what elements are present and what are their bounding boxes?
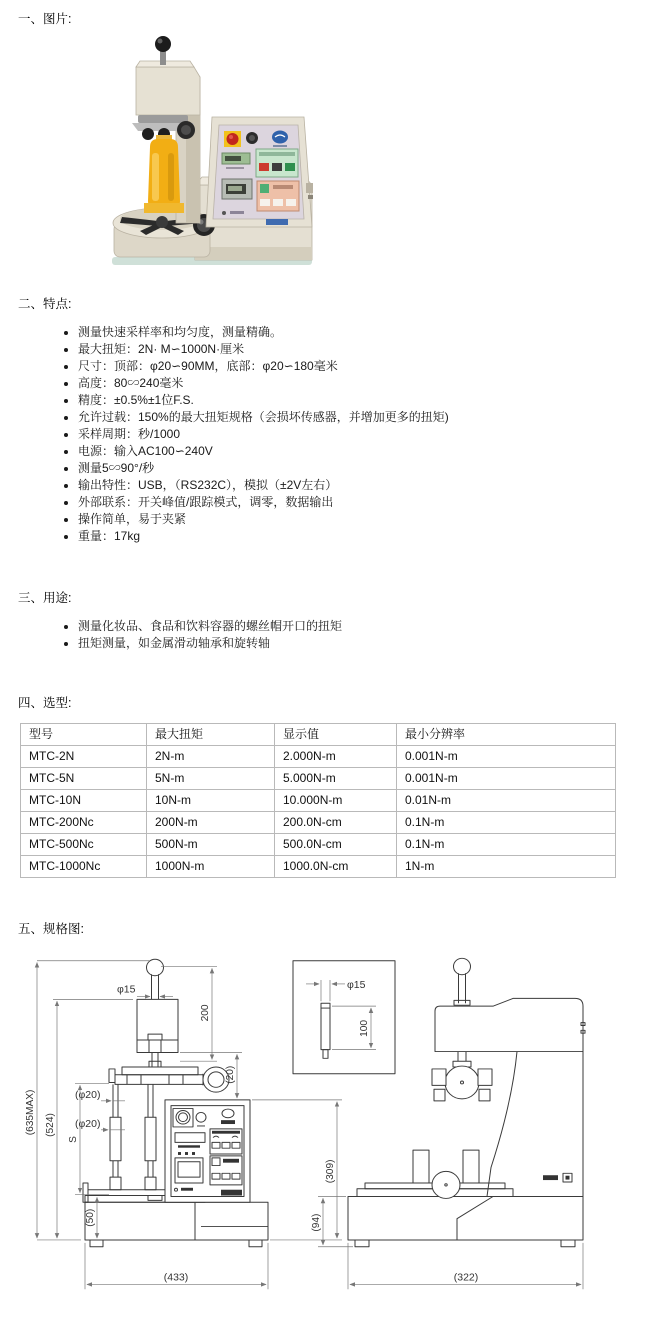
table-cell: 200N-m: [147, 812, 275, 834]
model-table: [20, 723, 616, 878]
spec-drawing: [25, 953, 657, 1328]
col-header-display-value: 显示值: [275, 724, 397, 746]
use-item: • 扭矩测量，如金属滑动轴承和旋转轴: [78, 635, 657, 652]
dim-label-635max: (635MAX): [25, 1089, 37, 1136]
features-list: [18, 324, 657, 545]
table-header-row: [21, 724, 616, 746]
dim-label-inset-100: 100: [358, 1019, 371, 1037]
section-title-images: 一、图片:: [18, 12, 72, 26]
table-cell: 1000N-m: [147, 856, 275, 878]
table-cell: MTC-2N: [21, 746, 147, 768]
table-cell: 0.1N-m: [397, 812, 616, 834]
feature-item: • 采样周期：秒/1000: [78, 426, 657, 443]
table-cell: MTC-1000Nc: [21, 856, 147, 878]
table-cell: 0.001N-m: [397, 768, 616, 790]
dim-label-524: (524): [44, 1113, 57, 1137]
table-cell: 5N-m: [147, 768, 275, 790]
table-cell: 500.0N-cm: [275, 834, 397, 856]
feature-item: • 测量快速采样率和均匀度，测量精确。: [78, 324, 657, 341]
table-cell: 5.000N-m: [275, 768, 397, 790]
feature-item: • 重量：17kg: [78, 528, 657, 545]
dim-label-200: 200: [199, 1004, 212, 1022]
dim-label-20: (20): [224, 1065, 237, 1084]
front-view: [25, 959, 342, 1289]
table-cell: 1000.0N-cm: [275, 856, 397, 878]
table-cell: 200.0N-cm: [275, 812, 397, 834]
section-title-models: 四、选型:: [18, 696, 72, 710]
side-view-dimensions: [311, 1196, 583, 1289]
section-title-features: 二、特点:: [18, 297, 72, 311]
table-cell: 0.001N-m: [397, 746, 616, 768]
table-cell: 1N-m: [397, 856, 616, 878]
use-item: • 测量化妆品、食品和饮料容器的螺丝帽开口的扭矩: [78, 618, 657, 635]
table-row: [21, 746, 616, 768]
table-cell: MTC-5N: [21, 768, 147, 790]
dim-label-309: (309): [324, 1159, 337, 1184]
feature-item: • 操作简单，易于夹紧: [78, 511, 657, 528]
dim-label-94: (94): [310, 1213, 323, 1232]
detail-inset: [293, 961, 395, 1074]
feature-item: • 尺寸：顶部：φ20∽90MM，底部：φ20∽180毫米: [78, 358, 657, 375]
section-title-uses: 三、用途:: [18, 591, 72, 605]
dim-label-s: S: [67, 1136, 80, 1143]
feature-item: • 高度：80∽240毫米: [78, 375, 657, 392]
dim-label-50: (50): [84, 1208, 97, 1227]
dim-label-phi20-bot: (φ20): [75, 1119, 101, 1130]
table-row: [21, 812, 616, 834]
section-title-drawing: 五、规格图:: [18, 922, 84, 936]
table-cell: 10.000N-m: [275, 790, 397, 812]
dim-label-front-phi15: φ15: [117, 984, 136, 996]
feature-item: • 精度：±0.5%±1位F.S.: [78, 392, 657, 409]
table-row: [21, 856, 616, 878]
table-cell: 0.1N-m: [397, 834, 616, 856]
spec-drawing-illustration: [25, 953, 645, 1325]
dim-label-phi20-top: (φ20): [75, 1090, 101, 1101]
front-view-control-panel: [165, 1100, 250, 1202]
table-row: [21, 834, 616, 856]
feature-item: • 输出特性：USB，（RS232C），模拟（±2V左右）: [78, 477, 657, 494]
feature-item: • 允许过载：150%的最大扭矩规格（会损坏传感器，并增加更多的扭矩): [78, 409, 657, 426]
feature-item: • 测量5∽90°/秒: [78, 460, 657, 477]
table-cell: MTC-200Nc: [21, 812, 147, 834]
table-row: [21, 768, 616, 790]
table-cell: 2.000N-m: [275, 746, 397, 768]
photo-control-panel: [206, 117, 313, 227]
table-cell: 2N-m: [147, 746, 275, 768]
feature-item: • 最大扭矩：2N· M∽1000N·厘米: [78, 341, 657, 358]
table-row: [21, 790, 616, 812]
table-cell: 10N-m: [147, 790, 275, 812]
dim-label-inset-phi15: φ15: [347, 979, 366, 991]
product-photo-illustration: [100, 35, 322, 270]
col-header-max-torque: 最大扭矩: [147, 724, 275, 746]
col-header-min-resolution: 最小分辨率: [397, 724, 616, 746]
feature-item: • 电源：输入AC100∽240V: [78, 443, 657, 460]
table-cell: 0.01N-m: [397, 790, 616, 812]
col-header-model: 型号: [21, 724, 147, 746]
dim-label-322: (322): [453, 1272, 479, 1284]
table-cell: MTC-10N: [21, 790, 147, 812]
uses-list: [18, 618, 657, 652]
side-view: [311, 958, 585, 1289]
dim-label-433: (433): [163, 1272, 189, 1284]
product-photo: [100, 35, 657, 273]
table-cell: MTC-500Nc: [21, 834, 147, 856]
feature-item: • 外部联系：开关峰值/跟踪模式，调零，数据输出: [78, 494, 657, 511]
table-cell: 500N-m: [147, 834, 275, 856]
